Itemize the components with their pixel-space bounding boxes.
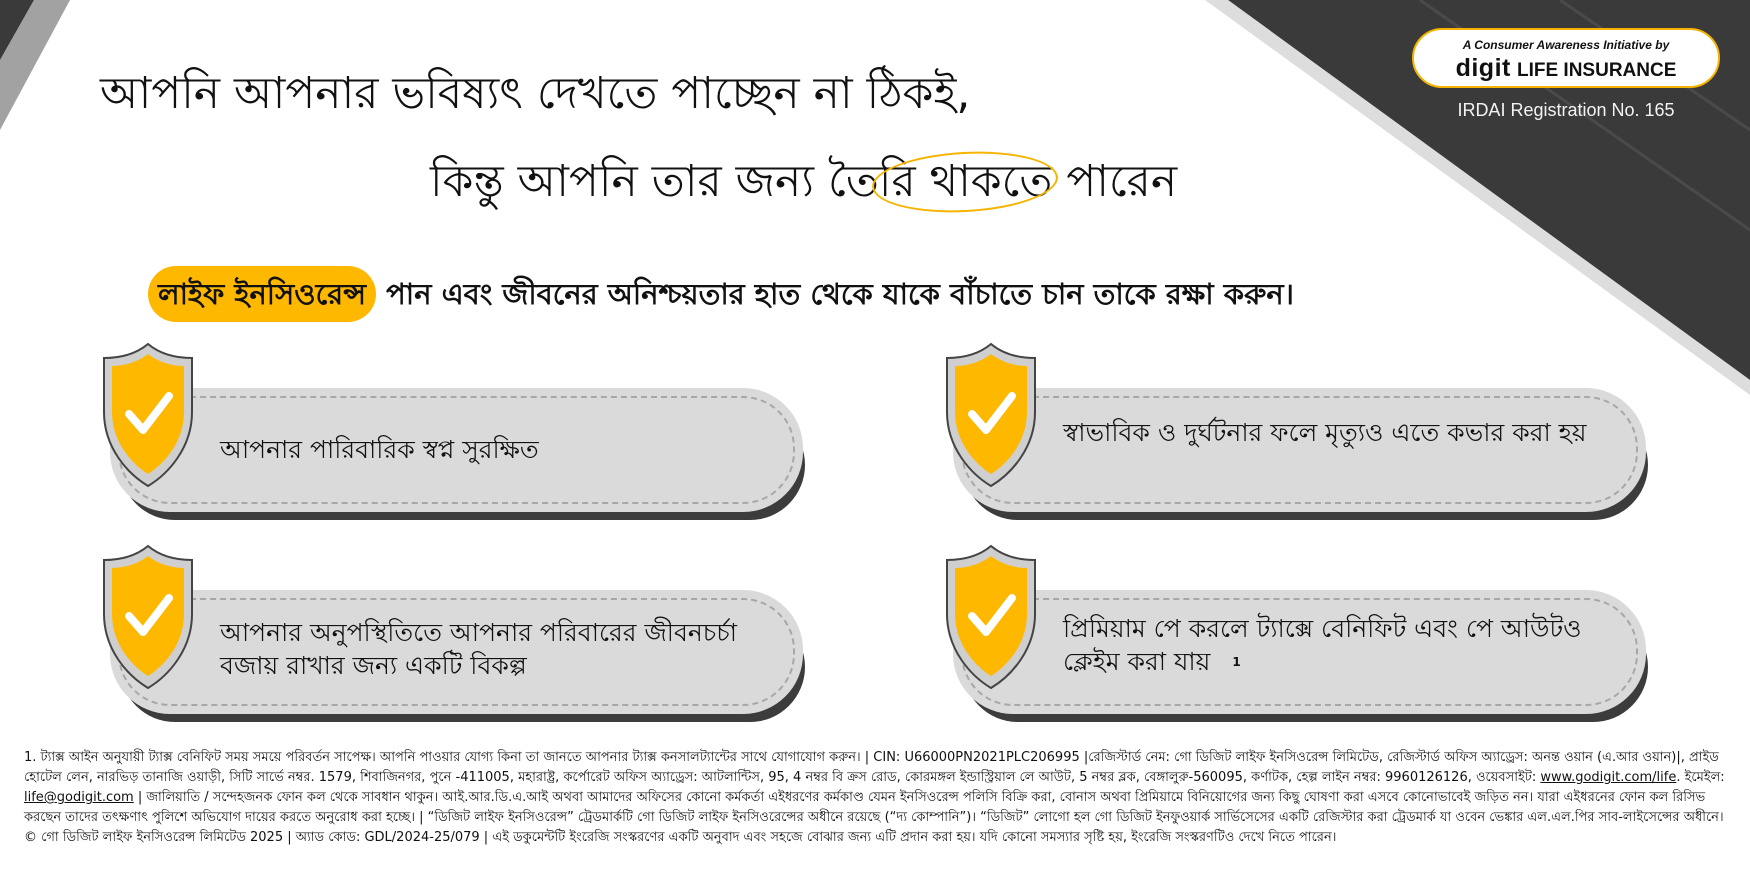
benefit-card-3	[110, 590, 805, 722]
benefit-text-4	[1063, 612, 1608, 683]
brand-digit: digit	[1455, 54, 1511, 82]
brand-tagline: A Consumer Awareness Initiative by	[1462, 38, 1670, 52]
email-link[interactable]: life@godigit.com	[24, 790, 134, 805]
benefit-text-4-label: প্রিমিয়াম পে করলে ট্যাক্সে বেনিফিট এবং পে আউটও ক্লেইম করা যায়	[1063, 614, 1582, 676]
headline-line-1: আপনি আপনার ভবিষ্যৎ দেখতে পাচ্ছেন না ঠিকই,	[100, 68, 971, 119]
brand-name	[1414, 54, 1718, 83]
benefit-text-3: আপনার অনুপস্থিতিতে আপনার পরিবারের জীবনচর্চা বজায় রাখার জন্য একটি বিকল্প	[220, 618, 738, 680]
shield-check-icon	[98, 542, 208, 692]
brand-logo	[1412, 28, 1720, 88]
disclaimer-part-1: 1. ট্যাক্স আইন অনুযায়ী ট্যাক্স বেনিফিট সময় সময়ে পরিবর্তন সাপেক্ষ। আপনি পাওয়ার যোগ্য কিনা তা জানতে আপনার ট্যাক্স কনসালট্যান্টের সাথে যোগাযোগ করুন। | CIN: U66000PN2021PLC206995 |রেজিস্টার্ড নেম: গো ডিজিট লাইফ ইনসিওরেন্স লিমিটেড, রেজিস্টার্ড অফিস অ্যাড্রেস: অনন্ত ওয়ান (এ.আর ওয়ান)|, প্রাইড হোটেল লেন, নারভিড় তানাজি ওয়াড়ী, সিটি সার্ভে নম্বর. 1579, শিবাজিনগর, পুনে -411005, মহারাষ্ট্র, কর্পোরেট অফিস অ্যাড্রেস: আটলান্টিস, 95, 4 নম্বর বি ক্রস রোড, কোরমঙ্গল ইন্ডাস্ট্রিয়াল লে আউট, 5 নম্বর ব্লক, বেঙ্গালুরু-560095, কর্ণাটক, হেল্প লাইন নম্বর: 9960126126, ওয়েবসাইট:	[24, 750, 1719, 785]
footnote-ref: 1	[1232, 655, 1241, 669]
irdai-registration: IRDAI Registration No. 165	[1457, 100, 1675, 120]
shield-check-icon	[98, 340, 208, 490]
benefit-text-2: স্বাভাবিক ও দুর্ঘটনার ফলে মৃত্যুও এতে কভার করা হয়	[1063, 418, 1587, 447]
benefit-card-1	[110, 388, 805, 520]
benefit-card-2	[953, 388, 1648, 520]
disclaimer-footnote	[24, 748, 1726, 848]
headline-line-2: কিন্তু আপনি তার জন্য তৈরি থাকতে পারেন	[430, 156, 1178, 207]
shield-check-icon	[941, 340, 1051, 490]
benefit-card-4	[953, 590, 1648, 722]
disclaimer-part-3: | জালিয়াতি / সন্দেহজনক ফোন কল থেকে সাবধান থাকুন। আই.আর.ডি.এ.আই অথবা আমাদের অফিসের কোনো কর্মকর্তা এইধরণের কর্মকাণ্ড যেমন ইনসিওরেন্স পলিসি বিক্রি করা, বোনাস অথবা প্রিমিয়ামে বিনিয়োগের জন্য কিছু ঘোষণা করা এসবে কোনোভাবেই জড়িত নন। যারা এইধরনের ফোন কল রিসিভ করছেন তাদের তৎক্ষণাৎ পুলিশে অভিযোগ দায়ের করতে অনুরোধ করা হচ্ছে। | “ডিজিট লাইফ ইনসিওরেন্স” ট্রেডমার্কটি গো ডিজিট লাইফ ইনসিওরেন্সের অধীনে রয়েছে (“দ্য কোম্পানি”)। “ডিজিট” লোগো হল গো ডিজিট ইনফুওয়ার্ক সার্ভিসেসের একটি রেজিস্টার করা ট্রেডমার্ক যা ওবেন ভেঙ্কার এল.এল.পির সাব-লাইসেন্সের অধীনে। © গো ডিজিট লাইফ ইনসিওরেন্স লিমিটেড 2025 | অ্যাড কোড: GDL/2024-25/079 | এই ডকুমেন্টটি ইংরেজি সংস্করণের একটি অনুবাদ এবং সহজে বোঝার জন্য এটি প্রদান করা হয়। যদি কোনো সমস্যার সৃষ্টি হয়, ইংরেজি সংস্করণটিও দেখে নিতে পারেন।	[24, 790, 1724, 845]
subheadline-highlight: লাইফ ইনসিওরেন্স	[148, 266, 376, 322]
subheadline-text: পান এবং জীবনের অনিশ্চয়তার হাত থেকে যাকে বাঁচাতে চান তাকে রক্ষা করুন।	[376, 277, 1295, 311]
shield-check-icon	[941, 542, 1051, 692]
website-link[interactable]: www.godigit.com/life	[1540, 770, 1677, 785]
subheadline	[148, 266, 1294, 322]
brand-life-insurance: LIFE INSURANCE	[1516, 60, 1677, 81]
disclaimer-part-2: . ইমেইল:	[1676, 770, 1725, 785]
benefit-text-1: আপনার পারিবারিক স্বপ্ন সুরক্ষিত	[220, 435, 539, 464]
